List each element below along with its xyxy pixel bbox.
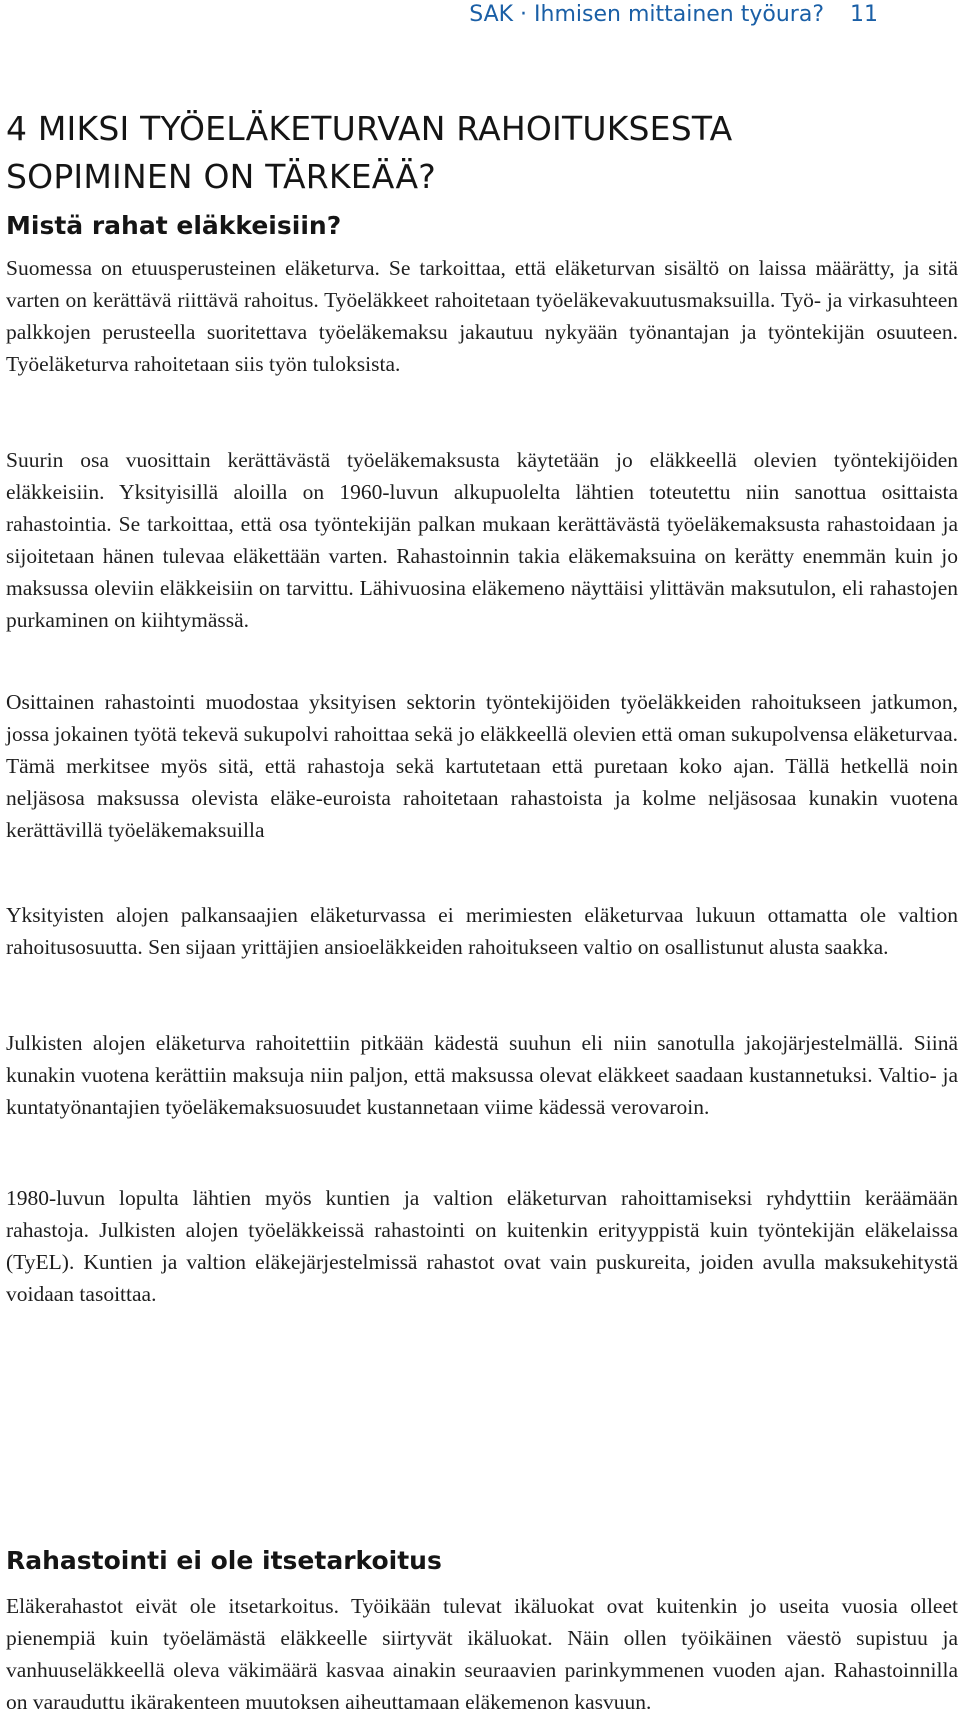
section-heading-funding-not-end: Rahastointi ei ole itsetarkoitus xyxy=(6,1546,442,1575)
paragraph-generational-continuum: Osittainen rahastointi muodostaa yksityisen sektorin työntekijöiden työeläkkeiden rahoitukseen jatkumon, jossa jokainen työtä tekevä sukupolvi rahoittaa sekä jo eläkkeellä olevien että oman sukupolvensa eläketurvaa. Tämä merkitsee myös sitä, että rahastoja sekä kartutetaan että puretaan koko ajan. Tällä hetkellä noin neljäsosa maksussa olevista eläke-euroista rahoitetaan rahastoista ja kolme neljäsosaa kunakin vuotena kerättävillä työeläkemaksuilla xyxy=(6,690,958,842)
paragraph-partial-funding: Suurin osa vuosittain kerättävästä työeläkemaksusta käytetään jo eläkkeellä olevien työntekijöiden eläkkeisiin. Yksityisillä aloilla on 1960-luvun alkupuolelta lähtien toteutettu niin sanottua osittaista rahastointia. Se tarkoittaa, että osa työntekijän palkan mukaan kerättävästä työeläkemaksusta rahastoidaan ja sijoitetaan hänen tulevaa eläkettään varten. Rahastoinnin takia eläkemaksuina on kerätty enemmän kuin jo maksussa oleviin eläkkeisiin on tarvittu. Lähivuosina eläkemeno näyttäisi ylittävän maksutulon, eli rahastojen purkaminen on kiihtymässä. xyxy=(6,448,958,632)
paragraph-pension-funds-purpose: Eläkerahastot eivät ole itsetarkoitus. Työikään tulevat ikäluokat ovat kuitenkin jo useita vuosia olleet pienempiä kuin työelämästä eläkkeelle siirtyvät ikäluokat. Näin ollen työikäinen väestö supistuu ja vanhuuseläkkeellä oleva väkimäärä kasvaa ainakin seuraavien parinkymmenen vuoden ajan. Rahastoinnilla on varauduttu ikärakenteen muutoksen aiheuttamaan eläkemenon kasvuun. xyxy=(6,1594,958,1714)
section-heading-funding: Mistä rahat eläkkeisiin? xyxy=(6,211,342,240)
running-header xyxy=(469,2,878,27)
chapter-title: 4 MIKSI TYÖELÄKETURVAN RAHOITUKSESTA SOPIMINEN ON TÄRKEÄÄ? xyxy=(6,109,733,196)
paragraph-private-sector-state-share: Yksityisten alojen palkansaajien eläketurvassa ei merimiesten eläketurvaa lukuun ottamatta ole valtion rahoitusosuutta. Sen sijaan yrittäjien ansioeläkkeiden rahoitukseen valtio on osallistunut alusta saakka. xyxy=(6,903,958,959)
page-number: 11 xyxy=(850,2,878,27)
paragraph-public-sector-payg: Julkisten alojen eläketurva rahoitettiin pitkään kädestä suuhun eli niin sanotulla jakojärjestelmällä. Siinä kunakin vuotena kerättiin maksuja niin paljon, että maksussa olevat eläkkeet saadaan kustannetuksi. Valtio- ja kuntatyönantajien työeläkemaksuosuudet kustannetaan viime kädessä verovaroin. xyxy=(6,1031,958,1119)
paragraph-benefit-based-pension: Suomessa on etuusperusteinen eläketurva. Se tarkoittaa, että eläketurvan sisältö on laissa määrätty, ja sitä varten on kerättävä riittävä rahoitus. Työeläkkeet rahoitetaan työeläkevakuutusmaksuilla. Työ- ja virkasuhteen palkkojen perusteella suoritettava työeläkemaksu jakautuu nykyään työnantajan ja työntekijän osuuteen. Työeläketurva rahoitetaan siis työn tuloksista. xyxy=(6,256,958,376)
running-title: SAK · Ihmisen mittainen työura? xyxy=(469,2,824,27)
paragraph-public-sector-buffers: 1980-luvun lopulta lähtien myös kuntien ja valtion eläketurvan rahoittamiseksi ryhdyttiin keräämään rahastoja. Julkisten alojen työeläkkeissä rahastointi on kuitenkin erityyppistä kuin työntekijän eläkelaissa (TyEL). Kuntien ja valtion eläkejärjestelmissä rahastot ovat vain puskureita, joiden avulla maksukehitystä voidaan tasoittaa. xyxy=(6,1186,958,1306)
